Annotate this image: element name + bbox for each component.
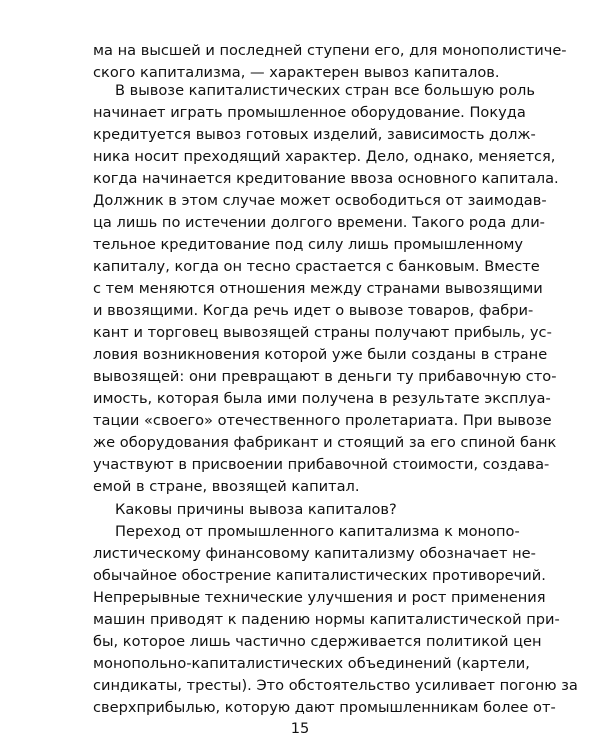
text-line: ма на высшей и последней ступени его, для монополистиче- — [93, 42, 567, 59]
text-line: тации «своего» отечественного пролетариата. При вывозе — [93, 412, 552, 429]
text-line: же оборудования фабрикант и стоящий за его спиной банк — [93, 434, 557, 451]
text-line: синдикаты, тресты). Это обстоятельство усиливает погоню за — [93, 677, 578, 694]
text-line: и ввозящими. Когда речь идет о вывозе товаров, фабри- — [93, 302, 534, 319]
text-line: ника носит преходящий характер. Дело, однако, меняется, — [93, 148, 556, 165]
question-heading: Каковы причины вывоза капиталов? — [115, 501, 397, 518]
text-line: когда начинается кредитование ввоза основного капитала. — [93, 170, 559, 187]
paragraph-start-line: Переход от промышленного капитализма к монопо- — [115, 523, 520, 540]
paragraph-end-line: емой в стране, ввозящей капитал. — [93, 478, 360, 495]
text-line: Непрерывные технические улучшения и рост применения — [93, 589, 546, 606]
text-line: имость, которая была ими получена в результате эксплуа- — [93, 390, 551, 407]
text-line: листическому финансовому капитализму обозначает не- — [93, 545, 536, 562]
text-line: кант и торговец вывозящей страны получают прибыль, ус- — [93, 324, 552, 341]
text-line: начинает играть промышленное оборудование. Покуда — [93, 104, 526, 121]
text-line: с тем меняются отношения между странами вывозящими — [93, 280, 543, 297]
text-line: монопольно-капиталистических объединений (картели, — [93, 655, 530, 672]
text-line: Должник в этом случае может освободиться от заимодав- — [93, 192, 547, 209]
text-line: машин приводят к падению нормы капиталистической при- — [93, 611, 560, 628]
text-line: ловия возникновения которой уже были созданы в стране — [93, 346, 548, 363]
text-line: ца лишь по истечении долгого времени. Такого рода дли- — [93, 214, 545, 231]
text-line: обычайное обострение капиталистических противоречий. — [93, 567, 546, 584]
text-line: бы, которое лишь частично сдерживается политикой цен — [93, 633, 542, 650]
paragraph-start-line: В вывозе капиталистических стран все большую роль — [115, 82, 535, 99]
text-line: сверхприбылью, которую дают промышленникам более от- — [93, 699, 556, 716]
text-line: участвуют в присвоении прибавочной стоимости, создава- — [93, 456, 550, 473]
text-line: вывозящей: они превращают в деньги ту прибавочную сто- — [93, 368, 557, 385]
text-line: тельное кредитование под силу лишь промышленному — [93, 236, 524, 253]
text-line: ского капитализма, — характерен вывоз капиталов. — [93, 64, 500, 81]
text-line: капиталу, когда он тесно срастается с банковым. Вместе — [93, 258, 540, 275]
text-line: кредитуется вывоз готовых изделий, зависимость долж- — [93, 126, 536, 143]
page-number: 15 — [290, 720, 310, 737]
